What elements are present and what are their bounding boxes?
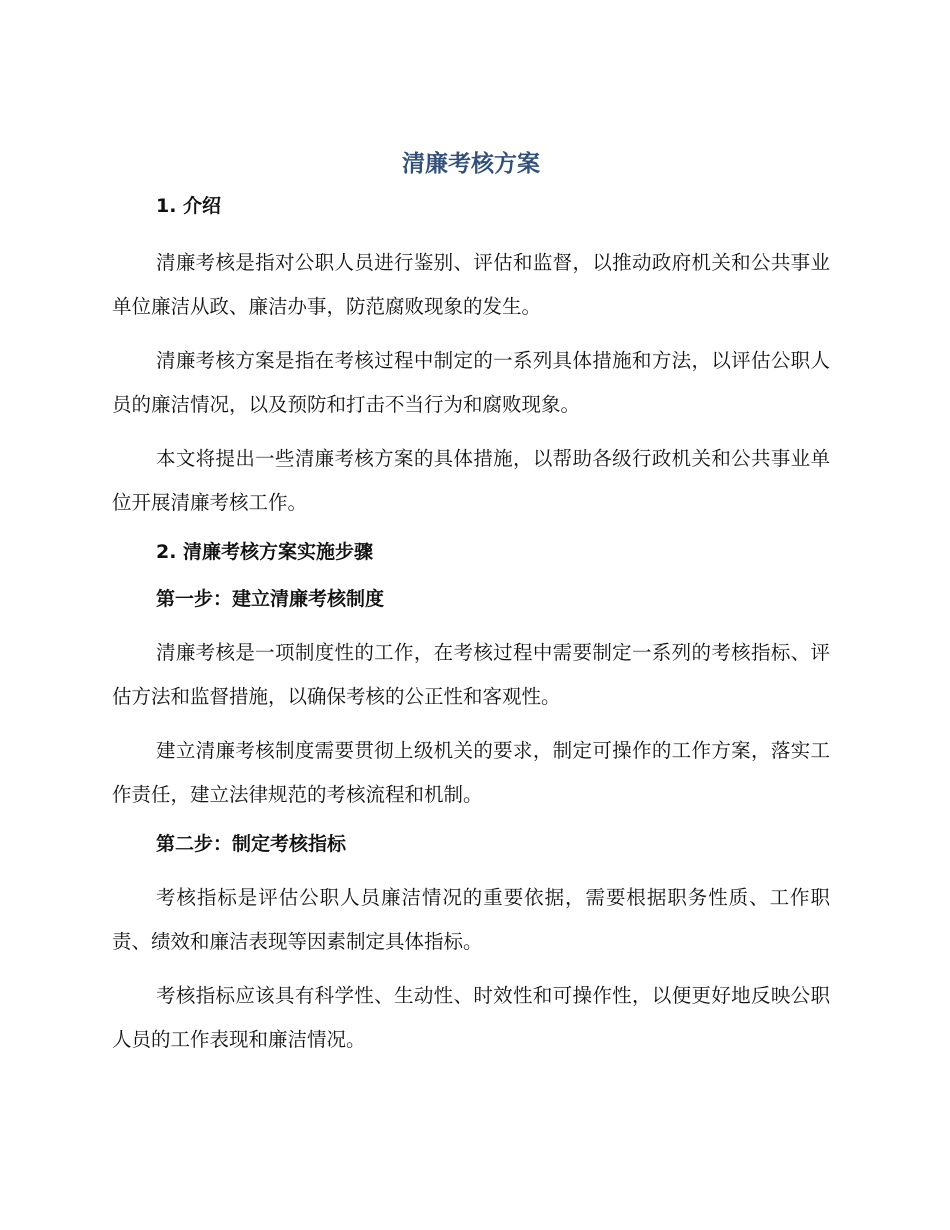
- document-title: 清廉考核方案: [402, 151, 540, 177]
- document-body: [112, 142, 830, 1072]
- section-heading-implementation-steps: 2. 清廉考核方案实施步骤: [156, 541, 374, 563]
- paragraph: 本文将提出一些清廉考核方案的具体措施，以帮助各级行政机关和公共事业单位开展清廉考核工作。: [112, 447, 830, 514]
- paragraph: 清廉考核方案是指在考核过程中制定的一系列具体措施和方法，以评估公职人员的廉洁情况，以及预防和打击不当行为和腐败现象。: [112, 349, 830, 416]
- paragraph: 考核指标是评估公职人员廉洁情况的重要依据，需要根据职务性质、工作职责、绩效和廉洁表现等因素制定具体指标。: [112, 886, 830, 953]
- paragraph: 建立清廉考核制度需要贯彻上级机关的要求，制定可操作的工作方案，落实工作责任，建立法律规范的考核流程和机制。: [112, 739, 830, 806]
- step-heading-2: 第二步：制定考核指标: [156, 833, 347, 855]
- section-heading-introduction: 1. 介绍: [156, 195, 222, 217]
- step-heading-1: 第一步：建立清廉考核制度: [156, 588, 385, 610]
- paragraph: 清廉考核是指对公职人员进行鉴别、评估和监督，以推动政府机关和公共事业单位廉洁从政、廉洁办事，防范腐败现象的发生。: [112, 251, 830, 318]
- paragraph: 考核指标应该具有科学性、生动性、时效性和可操作性，以便更好地反映公职人员的工作表现和廉洁情况。: [112, 984, 830, 1051]
- paragraph: 清廉考核是一项制度性的工作，在考核过程中需要制定一系列的考核指标、评估方法和监督措施，以确保考核的公正性和客观性。: [112, 641, 830, 708]
